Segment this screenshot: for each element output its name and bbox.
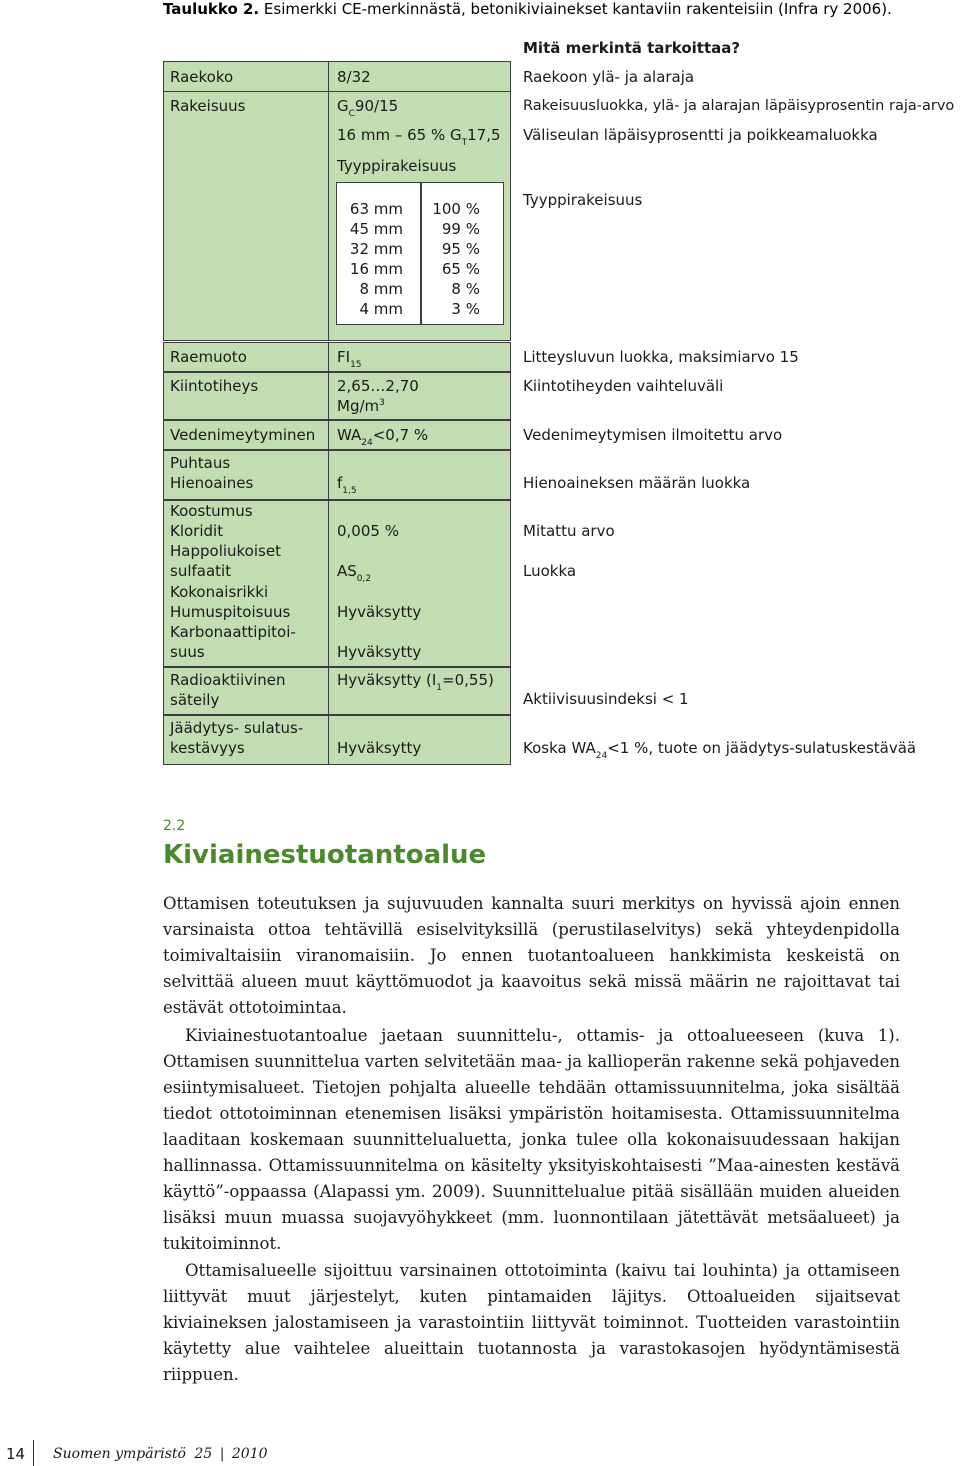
label-rakeisuus: Rakeisuus xyxy=(170,97,246,115)
paragraph: Kiviainestuotantoalue jaetaan suunnittelu-, ottamis- ja ottoalueeseen (kuva 1). Ottamisen suunnittelua varten selvitetään maa- ja kallioperän rakenne sekä pohjaveden esiintymisalueet. Tietojen pohjalta alueelle tehdään ottamissuunnitelma, joka sisältää tiedot ottotoiminnan etenemisen lisäksi ympäristön hoitamisesta. Ottamissuunnitelma laaditaan koskemaan suunnittelualuetta, jonka tulee olla kokonaisuudessaan hakijan hallinnassa. Ottamissuunnitelma on käsitelty yksityiskohtaisesti ”Maa-ainesten kestävä käyttö”-oppaassa (Alapassi ym. 2009). Suunnittelualue pitää sisällään muiden alueiden lisäksi muun muassa suojavyöhykkeet (mm. luonnontilaan jätettävät metsäalueet) ja tukitoiminnot. xyxy=(163,1026,900,1253)
label-happoliukoiset: Happoliukoiset xyxy=(170,542,281,560)
footer-bar: | xyxy=(219,1446,225,1462)
section-number: 2.2 xyxy=(163,818,186,834)
label-vedenimeytyminen: Vedenimeytyminen xyxy=(170,426,316,444)
value-kiintotiheys-unit-main: Mg/m xyxy=(337,397,380,415)
value-raemuoto-sub: 15 xyxy=(350,360,362,370)
typical-pct: 95 % xyxy=(441,240,480,258)
meaning-raemuoto: Litteysluvun luokka, maksimiarvo 15 xyxy=(523,348,799,366)
page-number: 14 xyxy=(6,1445,26,1463)
value-sulfaatit-main: AS xyxy=(337,562,357,580)
typical-pct: 3 % xyxy=(451,300,480,318)
typical-pct: 65 % xyxy=(441,260,480,278)
value-wa-rest: <0,7 % xyxy=(372,426,429,444)
cell-label-rakeisuus xyxy=(163,91,329,341)
section-title: Kiviainestuotantoalue xyxy=(163,840,487,870)
label-kloridit: Kloridit xyxy=(170,522,224,540)
typical-size: 32 mm xyxy=(349,240,403,258)
value-kiintotiheys-unit xyxy=(337,396,385,419)
meaning-kloridit: Mitattu arvo xyxy=(523,522,615,540)
value-rakeisuus-class-rest: 90/15 xyxy=(354,97,399,115)
value-raemuoto-main: FI xyxy=(337,348,351,366)
meaning-hienoaines: Hienoaineksen määrän luokka xyxy=(523,474,751,492)
typical-pct: 8 % xyxy=(451,280,480,298)
value-wa-main: WA xyxy=(337,426,362,444)
meaning-vedenimeytyminen: Vedenimeytymisen ilmoitettu arvo xyxy=(523,426,783,444)
meaning-rakeisuus-sieve: Väliseulan läpäisyprosentti ja poikkeamaluokka xyxy=(523,126,878,144)
typical-size: 63 mm xyxy=(349,200,403,218)
value-hienoaines xyxy=(337,473,357,496)
footer-publication xyxy=(53,1446,268,1462)
value-kloridit: 0,005 % xyxy=(337,522,399,540)
value-rakeisuus-sieve xyxy=(337,125,501,148)
meaning-jaadytys-rest: <1 %, tuote on jäädytys-sulatuskestävää xyxy=(607,739,917,757)
value-sulfaatit xyxy=(337,561,371,584)
value-rakeisuus-class-sub: C xyxy=(348,109,355,119)
label-raekoko: Raekoko xyxy=(170,68,234,86)
typical-size: 8 mm xyxy=(359,280,403,298)
meaning-radioaktiivinen: Aktiivisuusindeksi < 1 xyxy=(523,690,689,708)
value-hienoaines-sub: 1,5 xyxy=(342,486,357,496)
label-radioaktiivinen: Radioaktiivinen xyxy=(170,671,286,689)
value-hienoaines-main: f xyxy=(337,474,343,492)
label-kokonaisrikki: Kokonaisrikki xyxy=(170,583,269,601)
value-vedenimeytyminen xyxy=(337,425,428,448)
label-raemuoto: Raemuoto xyxy=(170,348,247,366)
label-karbonaatti: Karbonaattipitoi- xyxy=(170,623,296,641)
typical-pct: 99 % xyxy=(441,220,480,238)
footer-divider xyxy=(33,1440,34,1466)
value-radio-rest: =0,55) xyxy=(442,671,494,689)
label-kestavyys: kestävyys xyxy=(170,739,245,757)
value-typical-label: Tyyppirakeisuus xyxy=(337,157,457,175)
typical-size: 4 mm xyxy=(359,300,403,318)
meaning-jaadytys xyxy=(523,738,916,761)
value-rakeisuus-sieve-sub: T xyxy=(461,138,468,148)
paragraph: Ottamisen toteutuksen ja sujuvuuden kannalta suuri merkitys on hyvissä ajoin ennen varsinaista ottoa tehtävillä esiselvityksillä (perustilaselvitys) sekä yhteydenpidolla toimivaltaisiin viranomaisiin. Jo ennen tuotantoalueen hankkimista keskeistä on selvittää alueen muut käyttömuodot ja kaavoitus sekä missä määrin ne rajoittavat tai estävät ottotoimintaa. xyxy=(163,894,900,1017)
value-rakeisuus-class-main: G xyxy=(337,97,349,115)
paragraph: Ottamisalueelle sijoittuu varsinainen ottotoiminta (kaivu tai louhinta) ja ottamiseen liittyvät muut järjestelyt, kuten pintamaiden läjitys. Ottoalueiden sijaitsevat kiviaineksen jalostamiseen ja varastointiin liittyvät toiminnot. Tuotteiden varastointiin käytetty alue vaihtelee alueittain tuotannosta ja varastokasojen hyödyntämisestä riippuen. xyxy=(163,1261,900,1384)
value-radio-main: Hyväksytty (I xyxy=(337,671,437,689)
label-karbonaatti-cont: suus xyxy=(170,643,205,661)
footer-publication-name: Suomen ympäristö xyxy=(53,1446,186,1462)
label-humuspitoisuus: Humuspitoisuus xyxy=(170,603,291,621)
label-hienoaines: Hienoaines xyxy=(170,474,254,492)
value-wa-sub: 24 xyxy=(361,438,373,448)
table-caption-label: Taulukko 2. xyxy=(163,0,260,18)
typical-pct: 100 % xyxy=(432,200,480,218)
label-puhtaus: Puhtaus xyxy=(170,454,231,472)
value-sulfaatit-sub: 0,2 xyxy=(356,574,372,584)
meaning-kiintotiheys: Kiintotiheyden vaihteluväli xyxy=(523,377,724,395)
value-kiintotiheys-unit-sup: 3 xyxy=(379,398,385,408)
meaning-jaadytys-sub: 24 xyxy=(595,751,608,761)
typical-size: 45 mm xyxy=(349,220,403,238)
footer-year: 2010 xyxy=(231,1446,268,1462)
table-caption-text: Esimerkki CE-merkinnästä, betonikiviainekset kantaviin rakenteisiin (Infra ry 2006). xyxy=(263,0,892,18)
meaning-jaadytys-main: Koska WA xyxy=(523,739,596,757)
value-karbonaatti: Hyväksytty xyxy=(337,643,422,661)
value-humus: Hyväksytty xyxy=(337,603,422,621)
label-kiintotiheys: Kiintotiheys xyxy=(170,377,259,395)
typical-size: 16 mm xyxy=(349,260,403,278)
value-rakeisuus-sieve-rest: 17,5 xyxy=(467,126,501,144)
value-jaadytys: Hyväksytty xyxy=(337,739,422,757)
meaning-header: Mitä merkintä tarkoittaa? xyxy=(523,39,741,57)
value-radioaktiivinen xyxy=(337,670,494,693)
label-koostumus: Koostumus xyxy=(170,502,253,520)
label-jaadytys: Jäädytys- sulatus- xyxy=(170,719,304,737)
value-raemuoto xyxy=(337,347,362,370)
meaning-sulfaatit: Luokka xyxy=(523,562,577,580)
meaning-typical: Tyyppirakeisuus xyxy=(523,191,643,209)
value-kiintotiheys: 2,65…2,70 xyxy=(337,377,419,395)
value-rakeisuus-class xyxy=(337,96,398,119)
label-sateily: säteily xyxy=(170,691,220,709)
value-rakeisuus-sieve-main: 16 mm – 65 % G xyxy=(337,126,462,144)
value-raekoko: 8/32 xyxy=(337,68,371,86)
label-sulfaatit: sulfaatit xyxy=(170,562,232,580)
meaning-rakeisuus-class: Rakeisuusluokka, ylä- ja alarajan läpäisyprosentin raja-arvo xyxy=(523,98,955,114)
value-radio-sub: 1 xyxy=(436,683,443,693)
footer-issue: 25 xyxy=(194,1446,213,1462)
meaning-raekoko: Raekoon ylä- ja alaraja xyxy=(523,68,695,86)
table-caption xyxy=(163,0,892,18)
